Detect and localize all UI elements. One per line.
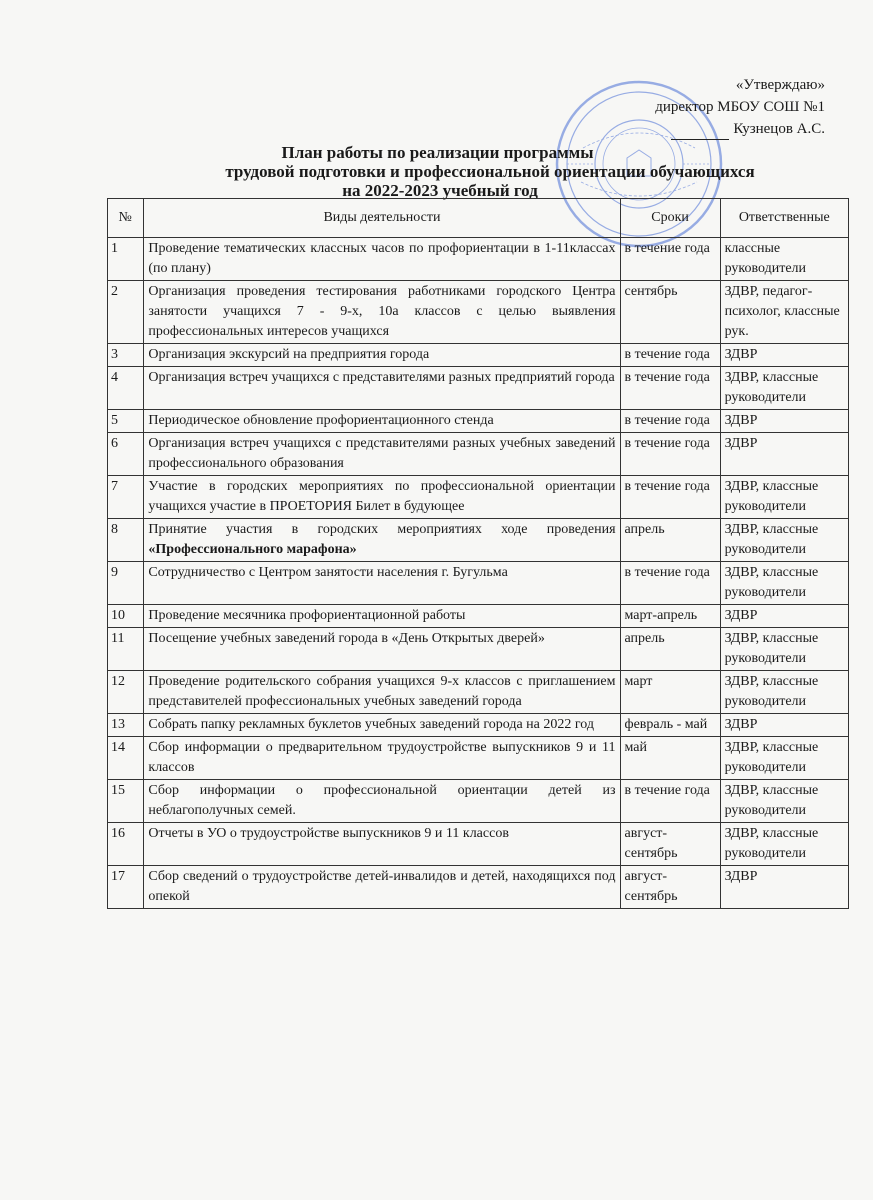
table-row	[108, 519, 849, 562]
title-line-2: трудовой подготовки и профессиональной ориентации обучающихся	[225, 162, 755, 181]
row-num: 13	[108, 714, 144, 737]
table-row	[108, 433, 849, 476]
row-term: февраль - май	[620, 714, 720, 737]
row-num: 15	[108, 780, 144, 823]
table-row	[108, 737, 849, 780]
table-row	[108, 344, 849, 367]
row-activity: Отчеты в УО о трудоустройстве выпускников 9 и 11 классов	[144, 823, 620, 866]
row-activity: Организация проведения тестирования работниками городского Центра занятости учащихся 7 - 9-х, 10а классов с целью выявления профессиональных интересов учащихся	[144, 281, 620, 344]
row-responsible: ЗДВР	[720, 410, 848, 433]
row-responsible: классные руководители	[720, 238, 848, 281]
row-term: апрель	[620, 628, 720, 671]
row-term: март	[620, 671, 720, 714]
table-header-row	[108, 199, 849, 238]
row-activity: Проведение месячника профориентационной работы	[144, 605, 620, 628]
signature-line	[671, 125, 729, 140]
table-row	[108, 238, 849, 281]
plan-table	[107, 198, 849, 909]
row-activity-text: Принятие участия в городских мероприятиях ходе проведения	[148, 522, 616, 537]
row-num: 17	[108, 866, 144, 909]
row-num: 6	[108, 433, 144, 476]
row-term: август-сентябрь	[620, 866, 720, 909]
row-num: 2	[108, 281, 144, 344]
row-num: 8	[108, 519, 144, 562]
row-activity: Сотрудничество с Центром занятости населения г. Бугульма	[144, 562, 620, 605]
row-term: в течение года	[620, 780, 720, 823]
row-responsible: ЗДВР	[720, 866, 848, 909]
row-num: 3	[108, 344, 144, 367]
plan-table-body	[108, 238, 849, 909]
row-num: 10	[108, 605, 144, 628]
table-row	[108, 714, 849, 737]
row-term: в течение года	[620, 238, 720, 281]
table-row	[108, 476, 849, 519]
row-term: май	[620, 737, 720, 780]
row-num: 7	[108, 476, 144, 519]
title-line-3: на 2022-2023 учебный год	[342, 181, 538, 200]
row-term: в течение года	[620, 433, 720, 476]
table-row	[108, 628, 849, 671]
row-activity: Посещение учебных заведений города в «День Открытых дверей»	[144, 628, 620, 671]
row-activity: Организация экскурсий на предприятия города	[144, 344, 620, 367]
row-activity	[144, 519, 620, 562]
row-term: март-апрель	[620, 605, 720, 628]
row-activity: Сбор сведений о трудоустройстве детей-инвалидов и детей, находящихся под опекой	[144, 866, 620, 909]
row-num: 11	[108, 628, 144, 671]
table-row	[108, 410, 849, 433]
row-activity: Собрать папку рекламных буклетов учебных заведений города на 2022 год	[144, 714, 620, 737]
row-num: 1	[108, 238, 144, 281]
row-responsible: ЗДВР, классные руководители	[720, 737, 848, 780]
row-activity: Организация встреч учащихся с представителями разных предприятий города	[144, 367, 620, 410]
row-responsible: ЗДВР, классные руководители	[720, 780, 848, 823]
title-line-1: План работы по реализации программы	[281, 143, 594, 162]
row-activity-bold: «Профессионального марафона»	[148, 542, 357, 557]
header-activity: Виды деятельности	[144, 199, 620, 238]
row-activity: Сбор информации о предварительном трудоустройстве выпускников 9 и 11 классов	[144, 737, 620, 780]
row-responsible: ЗДВР, классные руководители	[720, 628, 848, 671]
row-activity: Периодическое обновление профориентационного стенда	[144, 410, 620, 433]
row-activity: Проведение родительского собрания учащихся 9-х классов с приглашением представителей профессиональных учебных заведений города	[144, 671, 620, 714]
row-activity: Сбор информации о профессиональной ориентации детей из неблагополучных семей.	[144, 780, 620, 823]
row-responsible: ЗДВР, классные руководители	[720, 476, 848, 519]
row-responsible: ЗДВР, классные руководители	[720, 519, 848, 562]
row-term: апрель	[620, 519, 720, 562]
row-responsible: ЗДВР	[720, 433, 848, 476]
row-activity: Организация встреч учащихся с представителями разных учебных заведений профессионального образования	[144, 433, 620, 476]
row-term: в течение года	[620, 410, 720, 433]
row-term: август-сентябрь	[620, 823, 720, 866]
row-term: в течение года	[620, 344, 720, 367]
table-row	[108, 866, 849, 909]
row-num: 4	[108, 367, 144, 410]
row-activity: Участие в городских мероприятиях по профессиональной ориентации учащихся участие в ПРОЕТОРИЯ Билет в будующее	[144, 476, 620, 519]
row-responsible: ЗДВР, педагог-психолог, классные рук.	[720, 281, 848, 344]
table-row	[108, 281, 849, 344]
row-responsible: ЗДВР, классные руководители	[720, 671, 848, 714]
header-num: №	[108, 199, 144, 238]
row-num: 5	[108, 410, 144, 433]
row-term: в течение года	[620, 562, 720, 605]
approval-position: директор МБОУ СОШ №1	[655, 99, 825, 115]
row-num: 16	[108, 823, 144, 866]
header-term: Сроки	[620, 199, 720, 238]
row-num: 14	[108, 737, 144, 780]
approval-label: «Утверждаю»	[735, 77, 825, 93]
row-responsible: ЗДВР, классные руководители	[720, 823, 848, 866]
row-num: 12	[108, 671, 144, 714]
row-responsible: ЗДВР, классные руководители	[720, 367, 848, 410]
row-term: сентябрь	[620, 281, 720, 344]
header-responsible: Ответственные	[720, 199, 848, 238]
row-term: в течение года	[620, 476, 720, 519]
row-responsible: ЗДВР, классные руководители	[720, 562, 848, 605]
row-responsible: ЗДВР	[720, 344, 848, 367]
row-term: в течение года	[620, 367, 720, 410]
table-row	[108, 780, 849, 823]
approval-name: Кузнецов А.С.	[733, 121, 825, 137]
row-responsible: ЗДВР	[720, 605, 848, 628]
page-title	[110, 143, 870, 200]
row-activity: Проведение тематических классных часов по профориентации в 1-11классах (по плану)	[144, 238, 620, 281]
approval-signature	[655, 118, 825, 140]
row-responsible: ЗДВР	[720, 714, 848, 737]
row-num: 9	[108, 562, 144, 605]
approval-block	[655, 74, 825, 140]
table-row	[108, 671, 849, 714]
table-row	[108, 823, 849, 866]
table-row	[108, 605, 849, 628]
table-row	[108, 562, 849, 605]
table-row	[108, 367, 849, 410]
